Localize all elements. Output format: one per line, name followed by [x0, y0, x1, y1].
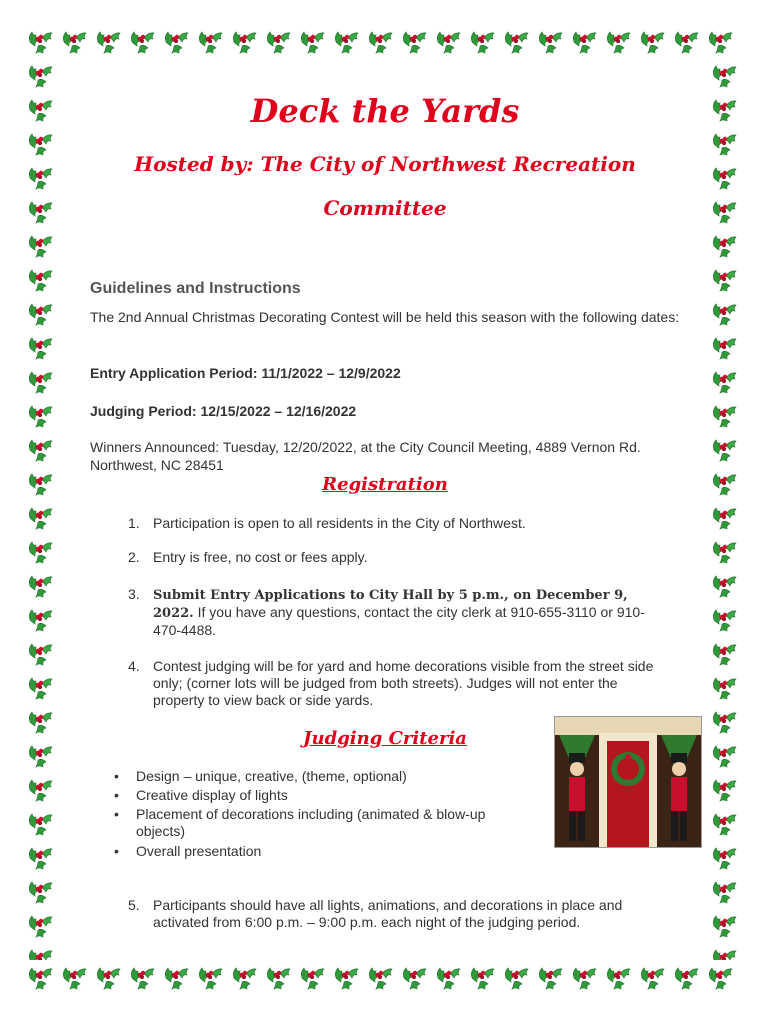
entry-period: Entry Application Period: 11/1/2022 – 12/9/2022 — [90, 365, 401, 381]
list-item-text: Contest judging will be for yard and home decorations visible from the street side only; (corner lots will be judged from both streets). Judges will not enter the property to view back or side yards. — [153, 658, 654, 708]
list-item — [128, 586, 668, 639]
holly-border-icon — [24, 24, 746, 58]
list-item-number: 2. — [128, 549, 140, 565]
criteria-item — [114, 843, 524, 860]
bullet-icon: • — [114, 806, 119, 822]
registration-heading: Registration — [322, 474, 448, 495]
list-item — [128, 897, 668, 931]
list-item-number: 1. — [128, 515, 140, 531]
holly-border-top — [24, 24, 746, 58]
judging-period: Judging Period: 12/15/2022 – 12/16/2022 — [90, 403, 357, 419]
bullet-icon: • — [114, 843, 119, 859]
intro-paragraph: The 2nd Annual Christmas Decorating Contest will be held this season with the following dates: — [90, 309, 680, 325]
criteria-text: Overall presentation — [136, 843, 262, 859]
decorated-door-photo — [554, 716, 702, 848]
hosted-by-line: Hosted by: The City of Northwest Recreation — [134, 152, 636, 176]
door-nutcracker-image-icon — [555, 717, 701, 847]
winners-announced: Winners Announced: Tuesday, 12/20/2022, at the City Council Meeting, 4889 Vernon Rd. Northwest, NC 28451 — [90, 439, 641, 473]
criteria-item — [114, 768, 524, 785]
holly-border-icon — [706, 58, 746, 960]
criteria-text: Creative display of lights — [136, 787, 288, 803]
list-item-text: Entry is free, no cost or fees apply. — [153, 549, 368, 565]
criteria-item — [114, 806, 524, 840]
holly-border-right — [706, 58, 746, 960]
hosted-by-line-2: Committee — [323, 196, 447, 220]
judging-criteria-heading: Judging Criteria — [303, 728, 467, 749]
holly-border-icon — [24, 58, 60, 960]
list-item-bold-text: Submit Entry Applications to City Hall by 5 p.m., on December 9, 2022. — [153, 588, 628, 621]
list-item-text: If you have any questions, contact the city clerk at 910-655-3110 or 910-470-4488. — [153, 604, 645, 638]
list-item-text-wrap — [153, 586, 668, 639]
criteria-text: Design – unique, creative, (theme, optional) — [136, 768, 407, 784]
list-item — [128, 515, 668, 532]
holly-border-left — [24, 58, 60, 960]
bullet-icon: • — [114, 768, 119, 784]
guidelines-heading: Guidelines and Instructions — [90, 280, 301, 297]
list-item-number: 4. — [128, 658, 140, 674]
holly-border-bottom — [24, 960, 746, 996]
holly-border-icon — [24, 960, 746, 996]
criteria-item — [114, 787, 524, 804]
list-item — [128, 658, 668, 709]
list-item-number: 5. — [128, 897, 140, 913]
list-item — [128, 549, 668, 566]
bullet-icon: • — [114, 787, 119, 803]
criteria-text: Placement of decorations including (animated & blow-up objects) — [136, 806, 486, 839]
list-item-number: 3. — [128, 586, 140, 602]
list-item-text: Participation is open to all residents in the City of Northwest. — [153, 515, 526, 531]
page-title: Deck the Yards — [250, 92, 520, 130]
list-item-text: Participants should have all lights, animations, and decorations in place and activated from 6:00 p.m. – 9:00 p.m. each night of the judging period. — [153, 897, 623, 930]
